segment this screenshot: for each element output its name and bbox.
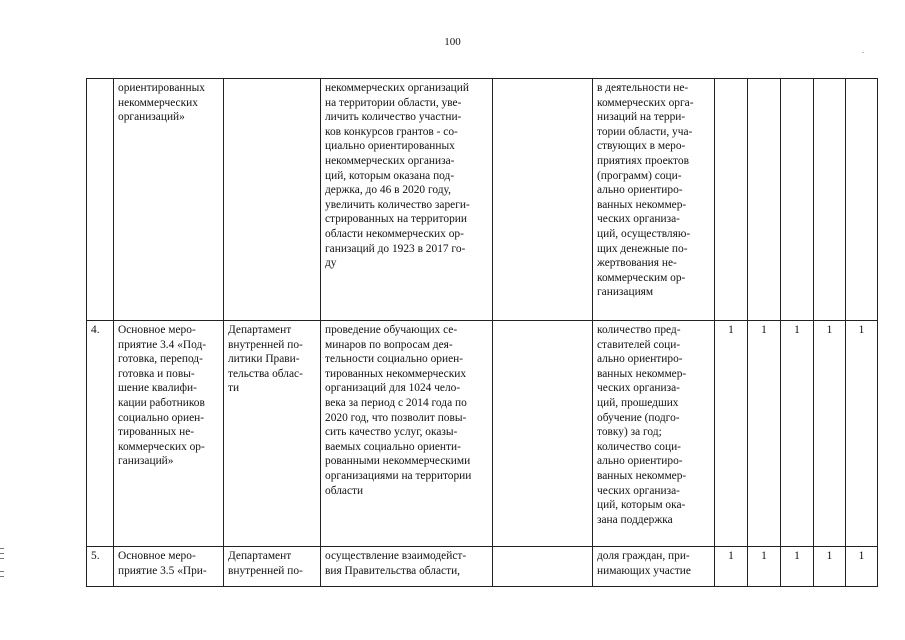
scan-edge-mark [0,558,4,559]
executor: Департамент внутренней по- литики Прави- тельства облас- ти [224,321,321,547]
row-number: 5. [87,547,114,587]
value-cell: 1 [748,321,781,547]
value-cell: 1 [814,321,846,547]
expected-result: некоммерческих организаций на территории области, уве- личить количество участни- ков конкурсов грантов - со- циально ориентированных некоммерческих организа- ций, которым оказана под- держка, до 46 в 2020 году, увеличить количество зареги- стрированных на территории области некоммерческих ор- ганизаций до 1923 в 2017 го- ду [321,79,493,321]
blank-cell [493,79,593,321]
expected-result: проведение обучающих се- минаров по вопросам дея- тельности социально ориен- тированных некоммерческих организаций для 1024 чело- века за период с 2014 года по 2020 год, что позволит повы- сить качество услуг, оказы- ваемых социально ориенти- рованными некоммерческими организациями на территории области [321,321,493,547]
scan-edge-mark [0,553,4,554]
scan-edge-mark [0,548,4,549]
indicator: количество пред- ставителей соци- ально ориентиро- ванных некоммер- ческих организа- ций, прошедших обучение (подго- товку) за год; количество соци- ально ориентиро- ванных некоммер- ческих организа- ций, которым ока- зана поддержка [593,321,715,547]
row-number: 4. [87,321,114,547]
executor [224,79,321,321]
value-cell [846,79,878,321]
measure-name: ориентированных некоммерческих организаций» [114,79,224,321]
indicator: доля граждан, при- нимающих участие [593,547,715,587]
scan-edge-mark [0,576,4,577]
blank-cell [493,321,593,547]
value-cell: 1 [715,321,748,547]
indicator: в деятельности не- коммерческих орга- низаций на терри- тории области, уча- ствующих в меро- приятиях проектов (программ) соци- ально ориентиро- ванных некоммер- ческих организа- ций, осуществляю- щих денежные по- жертвования не- коммерческим ор- ганизациям [593,79,715,321]
page-number: 100 [444,36,461,48]
scan-speck [862,52,864,53]
value-cell [781,79,814,321]
value-cell: 1 [846,321,878,547]
blank-cell [493,547,593,587]
table-row [87,547,878,587]
value-cell: 1 [715,547,748,587]
value-cell: 1 [846,547,878,587]
table-row [87,321,878,547]
value-cell: 1 [781,547,814,587]
value-cell: 1 [781,321,814,547]
measure-name: Основное меро- приятие 3.4 «Под- готовка, перепод- готовка и повы- шение квалифи- кации работников социально ориен- тированных не- коммерческих ор- ганизаций» [114,321,224,547]
program-measures-table [86,78,878,587]
executor: Департамент внутренней по- [224,547,321,587]
value-cell [715,79,748,321]
table-row [87,79,878,321]
scan-edge-mark [0,571,4,572]
value-cell: 1 [748,547,781,587]
value-cell [748,79,781,321]
value-cell: 1 [814,547,846,587]
value-cell [814,79,846,321]
expected-result: осуществление взаимодейст- вия Правительства области, [321,547,493,587]
row-number [87,79,114,321]
measure-name: Основное меро- приятие 3.5 «При- [114,547,224,587]
